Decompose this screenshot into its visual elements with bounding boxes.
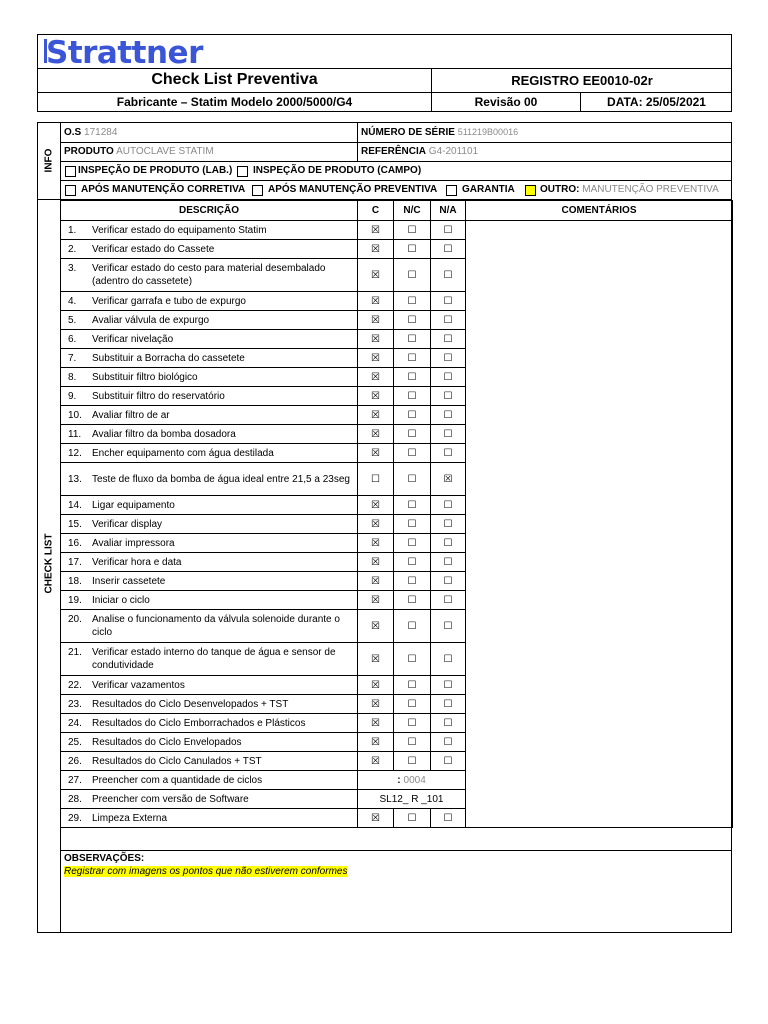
- other-checkbox[interactable]: [525, 185, 536, 196]
- item-text: Substituir filtro biológico: [92, 371, 198, 383]
- item-description-cell: [61, 349, 358, 368]
- observations-label: OBSERVAÇÕES:: [64, 853, 145, 864]
- item-number: 17.: [68, 556, 82, 568]
- col-header-descricao: DESCRIÇÃO: [61, 201, 358, 221]
- item-number: 12.: [68, 447, 82, 459]
- info-side-label: INFO: [43, 148, 55, 173]
- item-c-checkbox[interactable]: ☒: [358, 752, 394, 771]
- item-nc-checkbox[interactable]: ☐: [394, 463, 431, 496]
- other-value: MANUTENÇÃO PREVENTIVA: [582, 184, 719, 195]
- item-nc-checkbox[interactable]: ☐: [394, 406, 431, 425]
- item-c-checkbox[interactable]: ☒: [358, 643, 394, 676]
- item-c-checkbox[interactable]: ☒: [358, 311, 394, 330]
- produto-value: AUTOCLAVE STATIM: [116, 146, 214, 157]
- item-number: 5.: [68, 314, 77, 326]
- item-nc-checkbox[interactable]: ☐: [394, 733, 431, 752]
- item-description-cell: [61, 292, 358, 311]
- info-section: [37, 122, 732, 200]
- item-text: Verificar display: [92, 518, 163, 530]
- item-na-checkbox[interactable]: ☐: [431, 515, 466, 534]
- item-number: 7.: [68, 352, 77, 364]
- item-description-cell: [61, 809, 358, 828]
- item-c-checkbox[interactable]: ☒: [358, 515, 394, 534]
- item-description-cell: [61, 572, 358, 591]
- item-description-cell: [61, 463, 358, 496]
- item-c-checkbox[interactable]: ☒: [358, 572, 394, 591]
- item-number: 2.: [68, 243, 77, 255]
- lab-inspection-label: INSPEÇÃO DE PRODUTO (LAB.): [78, 165, 233, 176]
- item-na-checkbox[interactable]: ☐: [431, 496, 466, 515]
- item-number: 6.: [68, 333, 77, 345]
- item-c-checkbox[interactable]: ☒: [358, 292, 394, 311]
- item-number: 18.: [68, 575, 82, 587]
- item-description-cell: [61, 387, 358, 406]
- item-number: 14.: [68, 499, 82, 511]
- item-c-checkbox[interactable]: ☒: [358, 406, 394, 425]
- field-inspection-label: INSPEÇÃO DE PRODUTO (CAMPO): [253, 165, 422, 176]
- warranty-checkbox[interactable]: [446, 185, 457, 196]
- item-text: Substituir a Borracha do cassetete: [92, 352, 245, 364]
- company-logo: Strattner: [46, 35, 203, 71]
- item-c-checkbox[interactable]: ☒: [358, 809, 394, 828]
- item-description-cell: [61, 406, 358, 425]
- item-na-checkbox[interactable]: ☒: [431, 463, 466, 496]
- item-text: Verificar garrafa e tubo de expurgo: [92, 295, 246, 307]
- item-number: 9.: [68, 390, 77, 402]
- item-text: Verificar estado do cesto para material desembalado (adentro do cassetete): [92, 263, 326, 287]
- lab-inspection-checkbox[interactable]: [65, 166, 76, 177]
- referencia-label: REFERÊNCIA: [361, 146, 427, 157]
- item-number: 11.: [68, 428, 82, 440]
- revisao-label: Revisão 00: [474, 95, 538, 109]
- observations-note: Registrar com imagens os pontos que não estiverem conformes: [64, 866, 348, 877]
- item-na-checkbox[interactable]: ☐: [431, 387, 466, 406]
- item-nc-checkbox[interactable]: ☐: [394, 368, 431, 387]
- item-description-cell: [61, 790, 358, 809]
- produto-field: [64, 146, 214, 157]
- item-description-cell: [61, 496, 358, 515]
- col-header-c: C: [358, 201, 394, 221]
- item-description-cell: [61, 771, 358, 790]
- checklist-row: [61, 221, 733, 240]
- referencia-value: G4-201101: [428, 146, 479, 157]
- corrective-checkbox[interactable]: [65, 185, 76, 196]
- item-description-cell: [61, 259, 358, 292]
- item-c-checkbox[interactable]: ☒: [358, 387, 394, 406]
- item-description-cell: [61, 221, 358, 240]
- item-description-cell: [61, 444, 358, 463]
- item-nc-checkbox[interactable]: ☐: [394, 292, 431, 311]
- item-text: Avaliar impressora: [92, 537, 175, 549]
- item-na-checkbox[interactable]: ☐: [431, 330, 466, 349]
- item-na-checkbox[interactable]: ☐: [431, 733, 466, 752]
- corrective-label: APÓS MANUTENÇÃO CORRETIVA: [81, 184, 246, 195]
- field-inspection-checkbox[interactable]: [237, 166, 248, 177]
- item-description-cell: [61, 714, 358, 733]
- item-description-cell: [61, 610, 358, 643]
- item-description-cell: [61, 240, 358, 259]
- item-text: Preencher com a quantidade de ciclos: [92, 774, 263, 786]
- item-number: 16.: [68, 537, 82, 549]
- item-c-checkbox[interactable]: ☒: [358, 610, 394, 643]
- item-na-checkbox[interactable]: ☐: [431, 444, 466, 463]
- col-header-nc: N/C: [394, 201, 431, 221]
- item-text: Limpeza Externa: [92, 812, 168, 824]
- item-text: Resultados do Ciclo Desenvelopados + TST: [92, 698, 289, 710]
- item-na-checkbox[interactable]: ☐: [431, 643, 466, 676]
- item-nc-checkbox[interactable]: ☐: [394, 695, 431, 714]
- item-na-checkbox[interactable]: ☐: [431, 534, 466, 553]
- os-label: O.S: [64, 127, 82, 138]
- item-c-checkbox[interactable]: ☒: [358, 591, 394, 610]
- comments-cell[interactable]: [466, 221, 733, 828]
- checklist-section: [37, 200, 732, 933]
- item-na-checkbox[interactable]: ☐: [431, 425, 466, 444]
- item-number: 4.: [68, 295, 77, 307]
- item-c-checkbox[interactable]: ☒: [358, 221, 394, 240]
- item-nc-checkbox[interactable]: ☐: [394, 676, 431, 695]
- item-text: Iniciar o ciclo: [92, 594, 150, 606]
- item-nc-checkbox[interactable]: ☐: [394, 311, 431, 330]
- item-nc-checkbox[interactable]: ☐: [394, 572, 431, 591]
- item-number: 21.: [68, 647, 82, 658]
- item-text: Avaliar válvula de expurgo: [92, 314, 210, 326]
- item-na-checkbox[interactable]: ☐: [431, 221, 466, 240]
- item-nc-checkbox[interactable]: ☐: [394, 387, 431, 406]
- item-number: 24.: [68, 717, 82, 729]
- item-nc-checkbox[interactable]: ☐: [394, 240, 431, 259]
- item-c-checkbox[interactable]: ☒: [358, 534, 394, 553]
- produto-label: PRODUTO: [64, 146, 114, 157]
- serie-label: NÚMERO DE SÉRIE: [361, 127, 455, 138]
- item-na-checkbox[interactable]: ☐: [431, 292, 466, 311]
- item-description-cell: [61, 425, 358, 444]
- item-text: Verificar nivelação: [92, 333, 174, 345]
- item-number: 20.: [68, 614, 82, 625]
- other-label: OUTRO:: [540, 184, 580, 195]
- item-nc-checkbox[interactable]: ☐: [394, 610, 431, 643]
- item-number: 13.: [68, 473, 82, 485]
- item-na-checkbox[interactable]: ☐: [431, 610, 466, 643]
- item-description-cell: [61, 676, 358, 695]
- item-text: Resultados do Ciclo Canulados + TST: [92, 755, 262, 767]
- checklist-header-row: [61, 201, 733, 221]
- item-c-checkbox[interactable]: ☒: [358, 496, 394, 515]
- item-description-cell: [61, 330, 358, 349]
- item-text: Ligar equipamento: [92, 499, 175, 511]
- item-nc-checkbox[interactable]: ☐: [394, 534, 431, 553]
- item-nc-checkbox[interactable]: ☐: [394, 444, 431, 463]
- item-na-checkbox[interactable]: ☐: [431, 240, 466, 259]
- item-text: Preencher com versão de Software: [92, 793, 249, 805]
- item-na-checkbox[interactable]: ☐: [431, 752, 466, 771]
- item-text: Verificar hora e data: [92, 556, 182, 568]
- preventive-checkbox[interactable]: [252, 185, 263, 196]
- item-number: 10.: [68, 409, 82, 421]
- item-description-cell: [61, 752, 358, 771]
- item-nc-checkbox[interactable]: ☐: [394, 714, 431, 733]
- item-c-checkbox[interactable]: ☒: [358, 349, 394, 368]
- item-description-cell: [61, 733, 358, 752]
- item-description-cell: [61, 368, 358, 387]
- item-na-checkbox[interactable]: ☐: [431, 714, 466, 733]
- item-nc-checkbox[interactable]: ☐: [394, 349, 431, 368]
- item-description-cell: [61, 534, 358, 553]
- item-nc-checkbox[interactable]: ☐: [394, 330, 431, 349]
- fabricante-label: Fabricante – Statim Modelo 2000/5000/G4: [116, 95, 353, 109]
- os-field: [64, 127, 117, 138]
- item-na-checkbox[interactable]: ☐: [431, 676, 466, 695]
- item-c-checkbox[interactable]: ☒: [358, 714, 394, 733]
- item-c-checkbox[interactable]: ☒: [358, 259, 394, 292]
- item-value: SL12_ R _101: [379, 793, 444, 805]
- item-c-checkbox[interactable]: ☒: [358, 240, 394, 259]
- item-text: Teste de fluxo da bomba de água ideal entre 21,5 a 23seg: [92, 473, 350, 485]
- item-text: Verificar vazamentos: [92, 679, 185, 691]
- warranty-label: GARANTIA: [462, 184, 515, 195]
- item-description-cell: [61, 311, 358, 330]
- item-c-checkbox[interactable]: ☒: [358, 444, 394, 463]
- item-nc-checkbox[interactable]: ☐: [394, 515, 431, 534]
- registro-code: REGISTRO EE0010-02r: [511, 73, 653, 88]
- referencia-field: [361, 146, 478, 157]
- item-description-cell: [61, 553, 358, 572]
- document-header: [37, 34, 732, 112]
- item-text: Avaliar filtro de ar: [92, 409, 170, 421]
- col-header-na: N/A: [431, 201, 466, 221]
- item-nc-checkbox[interactable]: ☐: [394, 643, 431, 676]
- item-nc-checkbox[interactable]: ☐: [394, 221, 431, 240]
- checklist-side-label: CHECK LIST: [43, 533, 55, 594]
- item-na-checkbox[interactable]: ☐: [431, 591, 466, 610]
- item-c-checkbox[interactable]: ☒: [358, 695, 394, 714]
- item-description-cell: [61, 643, 358, 676]
- item-number: 19.: [68, 594, 82, 606]
- item-text: Inserir cassetete: [92, 575, 166, 587]
- item-c-checkbox[interactable]: ☒: [358, 425, 394, 444]
- item-description-cell: [61, 695, 358, 714]
- item-nc-checkbox[interactable]: ☐: [394, 752, 431, 771]
- item-text: Encher equipamento com água destilada: [92, 447, 274, 459]
- item-text: Verificar estado interno do tanque de água e sensor de condutividade: [92, 647, 336, 671]
- item-number: 8.: [68, 371, 77, 383]
- checklist-table: [60, 200, 733, 828]
- item-number: 29.: [68, 812, 82, 824]
- item-nc-checkbox[interactable]: ☐: [394, 259, 431, 292]
- item-na-checkbox[interactable]: ☐: [431, 368, 466, 387]
- item-text: Resultados do Ciclo Envelopados: [92, 736, 242, 748]
- item-number: 15.: [68, 518, 82, 530]
- item-number: 26.: [68, 755, 82, 767]
- item-number: 23.: [68, 698, 82, 710]
- item-na-checkbox[interactable]: ☐: [431, 406, 466, 425]
- serie-value: 511219B00016: [457, 127, 519, 137]
- item-nc-checkbox[interactable]: ☐: [394, 425, 431, 444]
- item-na-checkbox[interactable]: ☐: [431, 553, 466, 572]
- os-value: 171284: [84, 127, 118, 138]
- item-text: Avaliar filtro da bomba dosadora: [92, 428, 236, 440]
- item-nc-checkbox[interactable]: ☐: [394, 591, 431, 610]
- item-nc-checkbox[interactable]: ☐: [394, 496, 431, 515]
- item-text: Verificar estado do Cassete: [92, 243, 215, 255]
- item-number: 3.: [68, 263, 77, 274]
- item-na-checkbox[interactable]: ☐: [431, 311, 466, 330]
- item-text: Resultados do Ciclo Emborrachados e Plásticos: [92, 717, 306, 729]
- col-header-comentarios: COMENTÁRIOS: [466, 201, 733, 221]
- item-c-checkbox[interactable]: ☒: [358, 553, 394, 572]
- item-value-cell[interactable]: [358, 790, 466, 809]
- item-c-checkbox[interactable]: ☒: [358, 368, 394, 387]
- document-title: Check List Preventiva: [151, 71, 318, 88]
- item-c-checkbox[interactable]: ☐: [358, 463, 394, 496]
- item-c-checkbox[interactable]: ☒: [358, 676, 394, 695]
- item-nc-checkbox[interactable]: ☐: [394, 553, 431, 572]
- item-value-cell[interactable]: [358, 771, 466, 790]
- item-na-checkbox[interactable]: ☐: [431, 572, 466, 591]
- item-description-cell: [61, 515, 358, 534]
- item-na-checkbox[interactable]: ☐: [431, 349, 466, 368]
- item-description-cell: [61, 591, 358, 610]
- item-number: 1.: [68, 224, 77, 236]
- item-na-checkbox[interactable]: ☐: [431, 695, 466, 714]
- item-number: 25.: [68, 736, 82, 748]
- item-c-checkbox[interactable]: ☒: [358, 330, 394, 349]
- item-text: Substituir filtro do reservatório: [92, 390, 225, 402]
- item-nc-checkbox[interactable]: ☐: [394, 809, 431, 828]
- serie-field: [361, 127, 518, 138]
- item-number: 28.: [68, 793, 82, 805]
- date-label: DATA: 25/05/2021: [607, 95, 706, 109]
- item-text: Verificar estado do equipamento Statim: [92, 224, 267, 236]
- preventive-label: APÓS MANUTENÇÃO PREVENTIVA: [268, 184, 438, 195]
- item-number: 22.: [68, 679, 82, 691]
- item-number: 27.: [68, 774, 82, 786]
- item-text: Analise o funcionamento da válvula solenoide durante o ciclo: [92, 614, 340, 638]
- item-na-checkbox[interactable]: ☐: [431, 809, 466, 828]
- item-value: 0004: [403, 774, 426, 786]
- item-na-checkbox[interactable]: ☐: [431, 259, 466, 292]
- item-c-checkbox[interactable]: ☒: [358, 733, 394, 752]
- item-value-prefix: :: [397, 774, 401, 786]
